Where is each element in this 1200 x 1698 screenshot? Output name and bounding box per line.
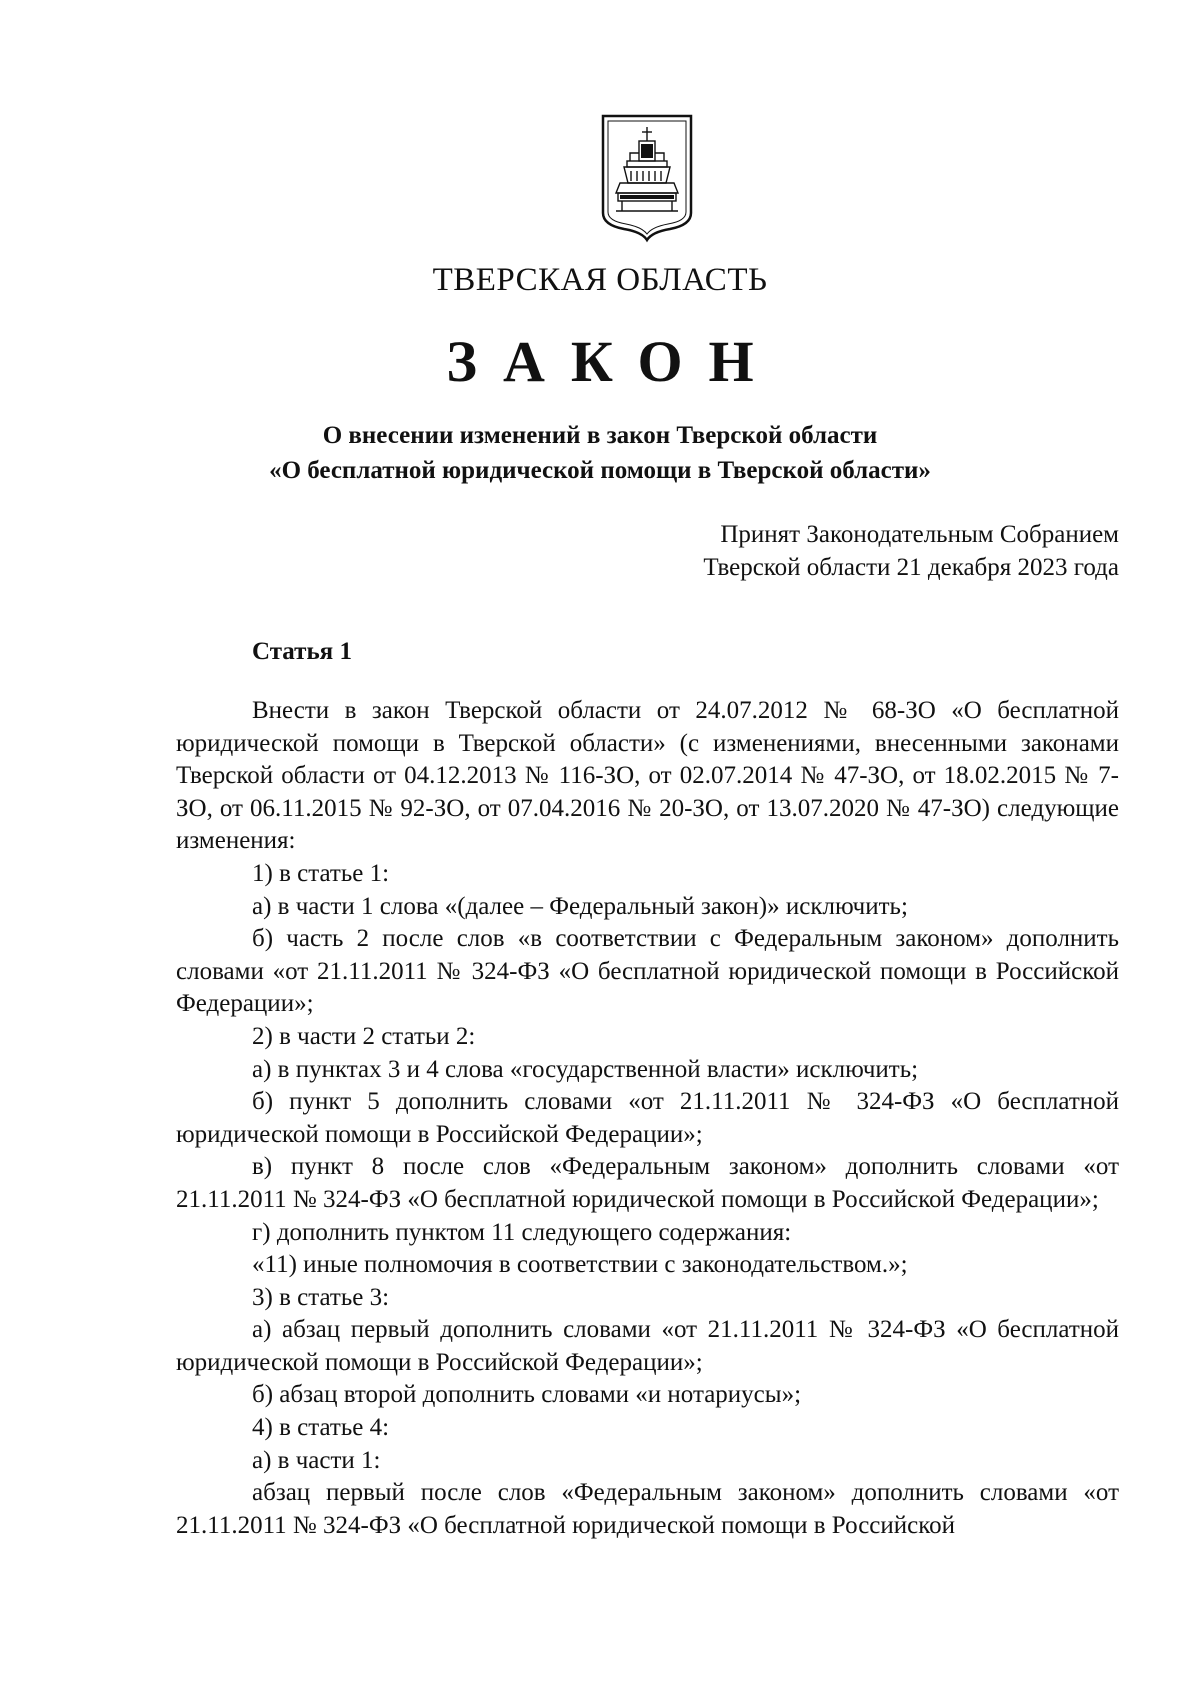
paragraph: 1) в статье 1:	[252, 859, 390, 887]
paragraph: 4) в статье 4:	[252, 1414, 390, 1442]
document-type: ЗАКОН	[446, 329, 780, 394]
paragraph: 3) в статье 3:	[252, 1283, 390, 1311]
law-title-line-2: «О бесплатной юридической помощи в Тверской области»	[269, 457, 931, 484]
article-heading: Статья 1	[252, 638, 352, 665]
paragraph: г) дополнить пунктом 11 следующего содержания:	[252, 1218, 792, 1246]
paragraph: а) в пунктах 3 и 4 слова «государственной власти» исключить;	[252, 1055, 919, 1083]
paragraph: б) пункт 5 дополнить словами «от 21.11.2011 № 324-ФЗ «О бесплатной юридической помощи в Российской Федерации»;	[176, 1088, 1119, 1148]
adoption-note-line-1: Принят Законодательным Собранием	[720, 521, 1119, 548]
paragraph: в) пункт 8 после слов «Федеральным законом» дополнить словами «от 21.11.2011 № 324-ФЗ «О бесплатной юридической помощи в Российской Федерации»;	[176, 1153, 1119, 1213]
paragraph: б) часть 2 после слов «в соответствии с Федеральным законом» дополнить словами «от 21.11.2011 № 324-ФЗ «О бесплатной юридической помощи в Российской Федерации»;	[176, 925, 1119, 1018]
paragraph: а) в части 1:	[252, 1446, 381, 1474]
adoption-note	[703, 518, 1119, 584]
region-name: ТВЕРСКАЯ ОБЛАСТЬ	[432, 262, 768, 298]
paragraph: абзац первый после слов «Федеральным законом» дополнить словами «от 21.11.2011 № 324-ФЗ «О бесплатной юридической помощи в Российской	[176, 1479, 1119, 1539]
article-body	[176, 695, 1119, 1542]
paragraph: 2) в части 2 статьи 2:	[252, 1022, 476, 1050]
adoption-note-line-2: Тверской области 21 декабря 2023 года	[703, 554, 1119, 581]
coat-of-arms-icon	[600, 113, 694, 243]
paragraph: Внести в закон Тверской области от 24.07.2012 № 68-ЗО «О бесплатной юридической помощи в Тверской области» (с изменениями, внесенными законами Тверской области от 04.12.2013 № 116-ЗО, от 02.07.2014 № 47-ЗО, от 18.02.2015 № 7-ЗО, от 06.11.2015 № 92-ЗО, от 07.04.2016 № 20-ЗО, от 13.07.2020 № 47-ЗО) следующие изменения:	[176, 697, 1119, 855]
paragraph: а) в части 1 слова «(далее – Федеральный закон)» исключить;	[252, 892, 908, 920]
paragraph: б) абзац второй дополнить словами «и нотариусы»;	[252, 1381, 802, 1409]
paragraph: а) абзац первый дополнить словами «от 21.11.2011 № 324-ФЗ «О бесплатной юридической помощи в Российской Федерации»;	[176, 1316, 1119, 1376]
law-title-line-1: О внесении изменений в закон Тверской области	[322, 422, 878, 449]
paragraph: «11) иные полномочия в соответствии с законодательством.»;	[252, 1251, 908, 1279]
law-title	[0, 418, 1200, 488]
